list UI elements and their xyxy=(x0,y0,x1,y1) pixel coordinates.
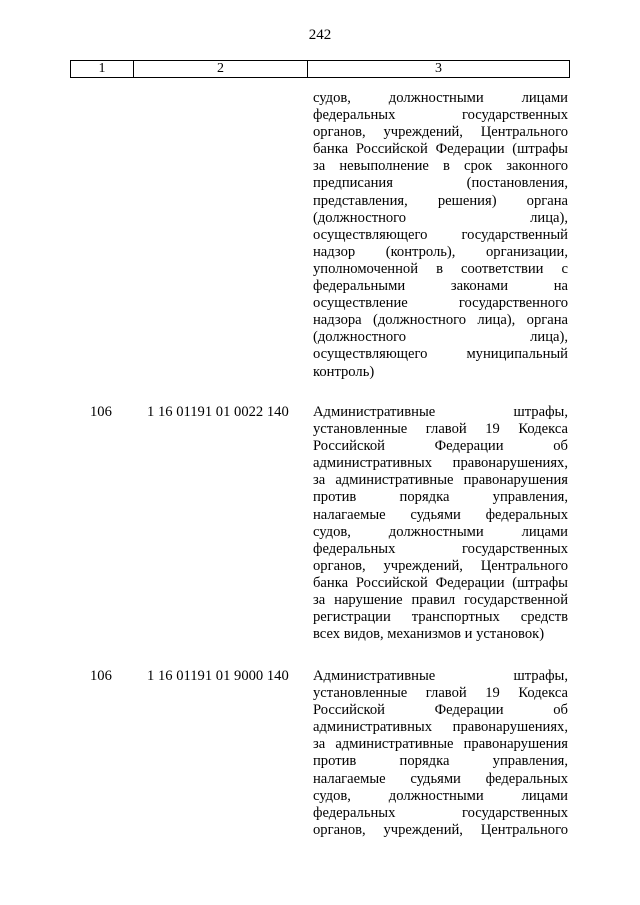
description-line: всех видов, механизмов и установок) xyxy=(313,626,545,643)
description-line: контроль) xyxy=(313,363,375,380)
admin-code-cell: 106 xyxy=(90,404,112,420)
page-number: 242 xyxy=(308,27,332,43)
description-line: органов, учреждений, Центрального xyxy=(313,124,568,141)
description-line: за невыполнение в срок законного xyxy=(313,158,568,175)
description-line: (должностного лица), xyxy=(313,329,568,346)
description-line: федеральными законами на xyxy=(313,278,568,295)
description-line: административных правонарушениях, xyxy=(313,719,568,736)
header-col-1: 1 xyxy=(71,61,134,77)
description-line: (должностного лица), xyxy=(313,209,568,226)
description-line: федеральных государственных xyxy=(313,804,568,821)
description-line: Российской Федерации об xyxy=(313,438,568,455)
description-line: банка Российской Федерации (штрафы xyxy=(313,141,568,158)
description-line: надзор (контроль), организации, xyxy=(313,243,568,260)
table-header-row xyxy=(70,60,570,78)
kbk-code-cell: 1 16 01191 01 9000 140 xyxy=(147,668,289,684)
description-line: федеральных государственных xyxy=(313,107,568,124)
description-line: судов, должностными лицами xyxy=(313,787,568,804)
description-line: судов, должностными лицами xyxy=(313,523,568,540)
description-line: за административные правонарушения xyxy=(313,736,568,753)
description-line: осуществляющего государственный xyxy=(313,226,568,243)
kbk-code-cell: 1 16 01191 01 0022 140 xyxy=(147,404,289,420)
description-line: за нарушение правил государственной xyxy=(313,592,568,609)
description-line: Российской Федерации об xyxy=(313,702,568,719)
description-line: установленные главой 19 Кодекса xyxy=(313,421,568,438)
description-line: административных правонарушениях, xyxy=(313,455,568,472)
description-line: уполномоченной в соответствии с xyxy=(313,260,568,277)
description-line: Административные штрафы, xyxy=(313,668,568,684)
admin-code-cell: 106 xyxy=(90,668,112,684)
description-line: установленные главой 19 Кодекса xyxy=(313,685,568,702)
description-cell xyxy=(313,90,568,381)
header-col-3: 3 xyxy=(435,61,442,76)
description-line: судов, должностными лицами xyxy=(313,90,568,106)
description-line: предписания (постановления, xyxy=(313,175,568,192)
description-line: за административные правонарушения xyxy=(313,472,568,489)
description-line: Административные штрафы, xyxy=(313,404,568,420)
description-line: осуществление государственного xyxy=(313,295,568,312)
description-line: регистрации транспортных средств xyxy=(313,609,568,626)
description-cell xyxy=(313,668,568,839)
description-line: против порядка управления, xyxy=(313,489,568,506)
description-line: налагаемые судьями федеральных xyxy=(313,770,568,787)
description-line: осуществляющего муниципальный xyxy=(313,346,568,363)
description-line: представления, решения) органа xyxy=(313,192,568,209)
description-line: надзора (должностного лица), органа xyxy=(313,312,568,329)
description-line: органов, учреждений, Центрального xyxy=(313,821,568,838)
header-col-2: 2 xyxy=(134,61,308,77)
description-cell xyxy=(313,404,568,643)
description-line: федеральных государственных xyxy=(313,540,568,557)
description-line: налагаемые судьями федеральных xyxy=(313,506,568,523)
description-line: органов, учреждений, Центрального xyxy=(313,557,568,574)
description-line: банка Российской Федерации (штрафы xyxy=(313,574,568,591)
description-line: против порядка управления, xyxy=(313,753,568,770)
